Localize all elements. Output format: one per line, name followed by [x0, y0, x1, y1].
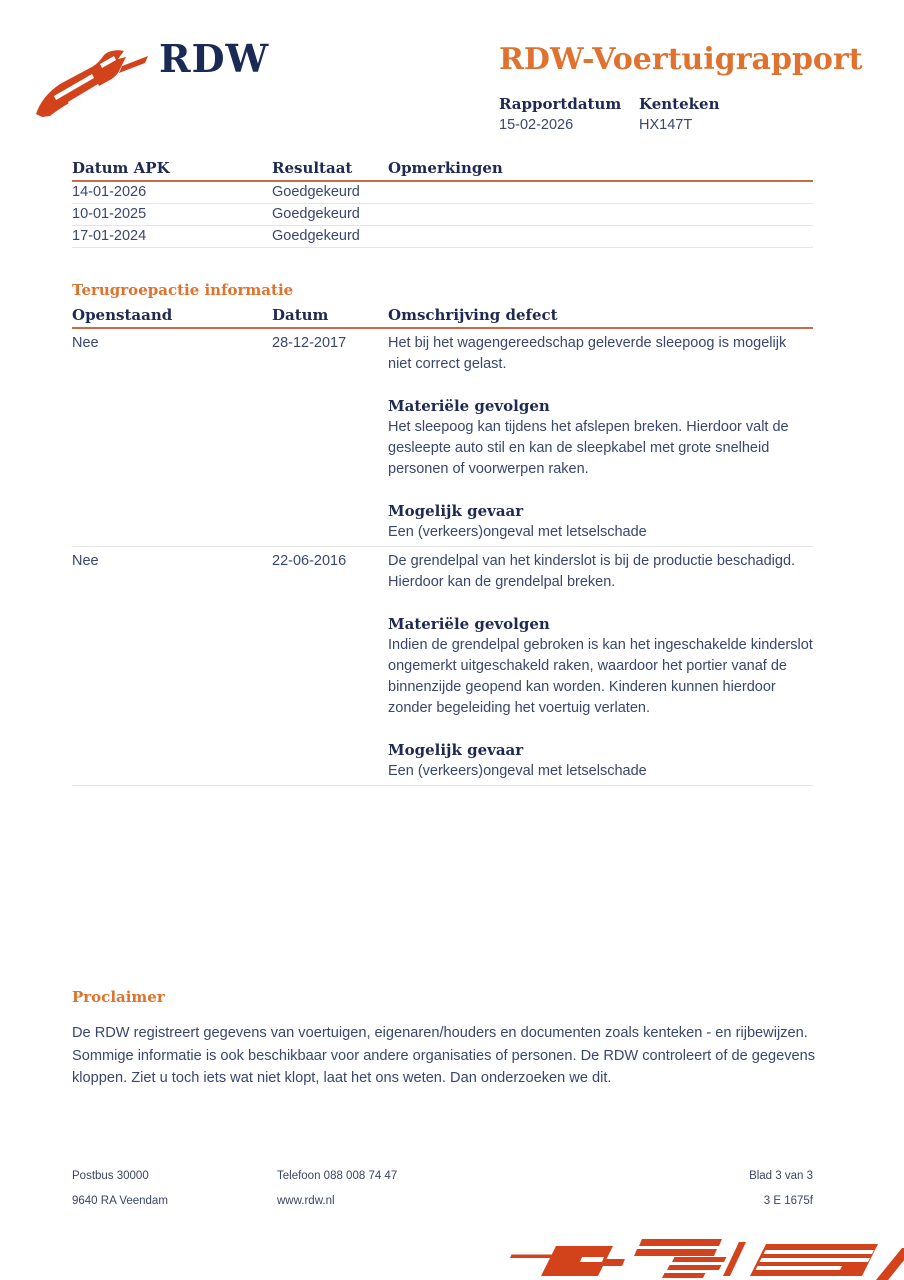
defect-description: De grendelpal van het kinderslot is bij de productie beschadigd. Hierdoor kan de grendelpal breken.	[388, 553, 796, 590]
apk-result-cell: Goedgekeurd	[272, 184, 360, 200]
report-date-value: 15-02-2026	[499, 117, 574, 133]
apk-row	[72, 204, 813, 226]
report-date-label: Rapportdatum	[499, 95, 622, 113]
footer-phone: Telefoon 088 008 74 47	[277, 1170, 398, 1182]
recall-open-cell: Nee	[72, 335, 99, 351]
rdw-logo-icon	[34, 50, 152, 118]
danger-label: Mogelijk gevaar	[388, 741, 524, 759]
recall-section-title: Terugroepactie informatie	[72, 281, 294, 299]
apk-header-datum: Datum APK	[72, 159, 170, 177]
apk-header-resultaat: Resultaat	[272, 159, 353, 177]
speed-stripes-graphic	[510, 1236, 904, 1280]
apk-date-cell: 17-01-2024	[72, 228, 147, 244]
apk-remarks-cell	[388, 206, 813, 223]
recall-date-cell: 28-12-2017	[272, 335, 347, 351]
recall-date-cell: 22-06-2016	[272, 553, 347, 569]
danger-label: Mogelijk gevaar	[388, 502, 524, 520]
recall-header-openstaand: Openstaand	[72, 306, 173, 324]
danger-text: Een (verkeers)ongeval met letselschade	[388, 524, 647, 540]
apk-table-header	[72, 159, 813, 182]
footer-postbox: Postbus 30000	[72, 1170, 149, 1182]
recall-table-header	[72, 306, 813, 329]
recall-row	[72, 329, 813, 547]
apk-remarks-cell	[388, 184, 813, 201]
defect-description: Het bij het wagengereedschap geleverde sleepoog is mogelijk niet correct gelast.	[388, 335, 787, 372]
apk-result-cell: Goedgekeurd	[272, 206, 360, 222]
footer-page-info	[749, 1170, 813, 1220]
footer-doc-code: 3 E 1675f	[763, 1195, 813, 1207]
plate-value: HX147T	[639, 117, 693, 133]
consequences-label: Materiële gevolgen	[388, 615, 550, 633]
footer-contact	[277, 1170, 749, 1220]
plate-label: Kenteken	[639, 95, 720, 113]
recall-defect-block	[388, 551, 813, 782]
apk-date-cell: 10-01-2025	[72, 206, 147, 222]
page-title: RDW-Voertuigrapport	[499, 42, 863, 77]
page-footer	[72, 1170, 813, 1220]
apk-table	[72, 159, 813, 248]
footer-address	[72, 1170, 277, 1220]
recall-section	[72, 281, 813, 786]
consequences-text: Indien de grendelpal gebroken is kan het ingeschakelde kinderslot ongemerkt uitgeschakeld raken, waardoor het portier vanaf de binnenzijde geopend kan worden. Kinderen kunnen hierdoor zonder begeleiding het voertuig verlaten.	[388, 637, 813, 716]
proclaimer-text: De RDW registreert gegevens van voertuigen, eigenaren/houders en documenten zoals kenteken - en rijbewijzen. Sommige informatie is ook beschikbaar voor andere organisaties of personen. De RDW controleert of de gegevens kloppen. Ziet u toch iets wat niet klopt, laat het ons weten. Dan onderzoeken we dit.	[72, 1025, 816, 1086]
apk-row	[72, 226, 813, 248]
brand-wordmark: RDW	[159, 36, 270, 81]
footer-page-number: Blad 3 van 3	[749, 1170, 813, 1182]
consequences-text: Het sleepoog kan tijdens het afslepen breken. Hierdoor valt de gesleepte auto stil en kan de sleepkabel met grote snelheid personen of voorwerpen raken.	[388, 419, 789, 477]
consequences-label: Materiële gevolgen	[388, 397, 550, 415]
danger-text: Een (verkeers)ongeval met letselschade	[388, 763, 647, 779]
proclaimer-title: Proclaimer	[72, 988, 165, 1006]
apk-header-opmerkingen: Opmerkingen	[388, 159, 503, 177]
proclaimer-section	[72, 988, 817, 1090]
recall-header-defect: Omschrijving defect	[388, 306, 558, 324]
apk-remarks-cell	[388, 228, 813, 245]
recall-open-cell: Nee	[72, 553, 99, 569]
footer-city: 9640 RA Veendam	[72, 1195, 168, 1207]
recall-header-datum: Datum	[272, 306, 329, 324]
apk-row	[72, 182, 813, 204]
apk-result-cell: Goedgekeurd	[272, 228, 360, 244]
recall-row	[72, 547, 813, 786]
recall-defect-block	[388, 333, 813, 543]
footer-website: www.rdw.nl	[277, 1195, 335, 1207]
apk-date-cell: 14-01-2026	[72, 184, 147, 200]
